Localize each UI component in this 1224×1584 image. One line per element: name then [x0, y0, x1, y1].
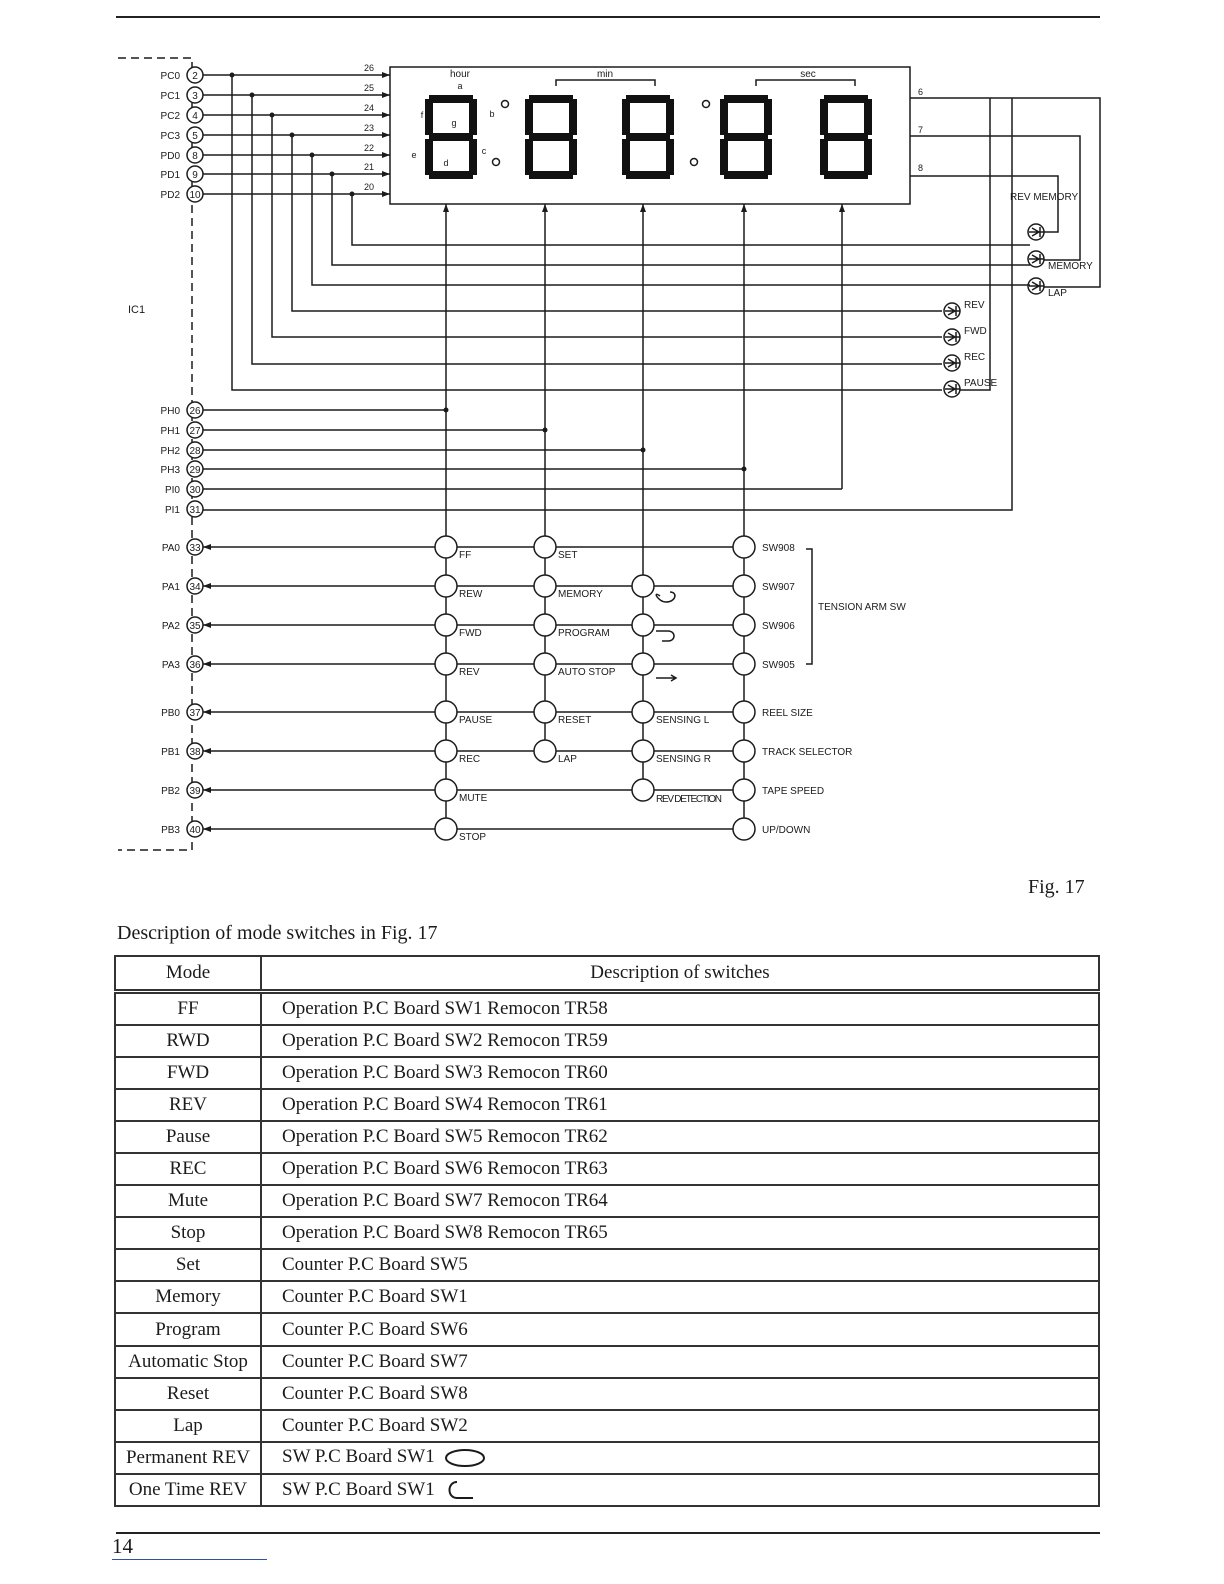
switch-contact — [534, 701, 556, 723]
table-header-row — [115, 956, 1099, 992]
pin-ph1-label: PH1 — [160, 426, 180, 437]
mode-cell: Reset — [115, 1378, 261, 1410]
switch-matrix — [435, 530, 906, 843]
display-pin-8: 8 — [918, 163, 924, 173]
arrow-head — [443, 204, 449, 212]
arrow-head — [839, 204, 845, 212]
pin-pc1-number: 3 — [192, 91, 198, 102]
led-common-left — [960, 98, 990, 390]
digit-segment — [820, 99, 828, 135]
display-hour-label: hour — [449, 69, 471, 80]
switch-label: SW908 — [762, 543, 795, 554]
pin-pc0-number: 2 — [192, 71, 198, 82]
switch-label: REW — [459, 589, 483, 600]
digit-segment — [626, 171, 670, 179]
pin-pb1-label: PB1 — [161, 747, 180, 758]
display-pin-26: 26 — [364, 63, 375, 73]
header-mode: Mode — [115, 956, 261, 992]
switch-contact — [435, 818, 457, 840]
description-cell — [261, 1378, 1099, 1410]
pin-ph3-number: 29 — [189, 465, 201, 476]
arrow-head — [640, 204, 646, 212]
display-min-label: min — [596, 69, 614, 80]
colon-dot — [502, 101, 509, 108]
mode-cell: Pause — [115, 1121, 261, 1153]
header-description: Description of switches — [261, 956, 1099, 992]
display-pin-20: 20 — [364, 182, 375, 192]
switch-contact — [733, 653, 755, 675]
switch-label: PROGRAM — [558, 628, 610, 639]
pin-pc3-label: PC3 — [160, 131, 180, 142]
digit-segment — [724, 95, 768, 103]
digit-segment — [724, 133, 768, 141]
digit-segment — [720, 99, 728, 135]
table-row — [115, 1153, 1099, 1185]
arrow-head — [542, 204, 548, 212]
description-cell — [261, 1089, 1099, 1121]
mode-cell: RWD — [115, 1025, 261, 1057]
arrow-head — [382, 191, 390, 197]
table-row — [115, 1346, 1099, 1378]
description-cell — [261, 1153, 1099, 1185]
description-cell — [261, 1121, 1099, 1153]
digit-segment — [525, 99, 533, 135]
led-symbol — [945, 358, 960, 368]
table-row — [115, 1313, 1099, 1345]
segment-letter-g: g — [451, 118, 457, 128]
led-wire — [332, 174, 1030, 265]
table-row — [115, 1474, 1099, 1506]
switch-label: LAP — [558, 754, 577, 765]
loop-symbol-icon — [443, 1447, 487, 1469]
loop-arrow-icon — [656, 592, 675, 602]
switch-contact — [435, 701, 457, 723]
switch-contact — [632, 740, 654, 762]
pin-pb3-number: 40 — [189, 825, 201, 836]
display-pin-22: 22 — [364, 143, 375, 153]
switch-contact — [534, 740, 556, 762]
switch-contact — [435, 536, 457, 558]
digit-segment — [764, 99, 772, 135]
arrow-head — [203, 787, 211, 793]
switch-contact — [733, 740, 755, 762]
pin-pd1-label: PD1 — [160, 170, 180, 181]
digit-segment — [529, 171, 573, 179]
description-cell — [261, 1281, 1099, 1313]
segment-letter-d: d — [443, 158, 449, 168]
description-cell — [261, 1313, 1099, 1345]
switch-label: REC — [459, 754, 481, 765]
colon-dot — [493, 159, 500, 166]
min-bracket — [556, 80, 655, 86]
description-text: Operation P.C Board SW8 Remocon TR65 — [282, 1222, 608, 1244]
description-cell — [261, 1217, 1099, 1249]
arrow-head — [203, 709, 211, 715]
description-cell — [261, 1346, 1099, 1378]
digit-segment — [824, 133, 868, 141]
switch-label: SW907 — [762, 582, 795, 593]
digit-segment — [569, 99, 577, 135]
display-sec-label: sec — [800, 69, 816, 80]
display-pin-24: 24 — [364, 103, 375, 113]
pin-pi1-label: PI1 — [164, 505, 180, 516]
switch-label: AUTO STOP — [558, 667, 616, 678]
description-text: Operation P.C Board SW3 Remocon TR60 — [282, 1062, 608, 1084]
display-pin-21: 21 — [364, 162, 375, 172]
digit-segment — [626, 133, 670, 141]
digit-segment — [666, 99, 674, 135]
led-label-rev-memory: REV MEMORY — [1010, 192, 1079, 203]
switch-label: SENSING L — [656, 715, 710, 726]
table-row — [115, 1025, 1099, 1057]
digit-segment — [425, 139, 433, 175]
switch-contact — [534, 614, 556, 636]
digit-segment — [469, 99, 477, 135]
switch-contact — [435, 575, 457, 597]
digit-segment — [429, 171, 473, 179]
switch-contact — [632, 701, 654, 723]
led-common-pi1 — [203, 98, 1012, 510]
colon-dot — [703, 101, 710, 108]
segment-letter-c: c — [481, 146, 487, 156]
page-number: 14 — [112, 1534, 133, 1558]
switch-contact — [435, 614, 457, 636]
description-cell — [261, 1185, 1099, 1217]
display-pin-6: 6 — [918, 87, 924, 97]
pin-ph0-number: 26 — [189, 406, 201, 417]
pin-pi1-number: 31 — [189, 505, 201, 516]
pin-pc3-number: 5 — [192, 131, 198, 142]
digit-segment — [824, 95, 868, 103]
switch-contact — [733, 536, 755, 558]
arrow-head — [203, 661, 211, 667]
switch-label: FWD — [459, 628, 482, 639]
description-cell — [261, 1057, 1099, 1089]
arrow-head — [203, 826, 211, 832]
description-text: Operation P.C Board SW2 Remocon TR59 — [282, 1030, 608, 1052]
led-symbol — [1029, 281, 1044, 291]
table-row — [115, 1121, 1099, 1153]
table-row — [115, 1249, 1099, 1281]
description-text: Operation P.C Board SW1 Remocon TR58 — [282, 998, 608, 1020]
switch-contact — [534, 575, 556, 597]
pin-pc0-label: PC0 — [160, 71, 180, 82]
mode-cell: REV — [115, 1089, 261, 1121]
description-text: Counter P.C Board SW5 — [282, 1254, 468, 1276]
table-row — [115, 1442, 1099, 1474]
arrow-head — [741, 204, 747, 212]
switch-contact — [733, 614, 755, 636]
digit-segment — [429, 95, 473, 103]
digit-segment — [724, 171, 768, 179]
mode-switch-table — [114, 955, 1100, 1507]
switch-contact — [435, 653, 457, 675]
arrow-head — [382, 112, 390, 118]
switch-label: STOP — [459, 832, 487, 843]
segment-letter-a: a — [457, 81, 463, 91]
switch-label: UP/DOWN — [762, 825, 811, 836]
description-text: SW P.C Board SW1 — [282, 1446, 435, 1468]
led-label-pause: PAUSE — [964, 378, 998, 389]
table-row — [115, 1057, 1099, 1089]
pin-pd1-number: 9 — [192, 170, 198, 181]
digit-segment — [720, 139, 728, 175]
pin-pa1-label: PA1 — [161, 582, 180, 593]
switch-contact — [632, 653, 654, 675]
pin-pa3-label: PA3 — [161, 660, 180, 671]
led-wire — [352, 194, 1030, 245]
switch-contact — [733, 701, 755, 723]
mode-cell: Memory — [115, 1281, 261, 1313]
table-row — [115, 1185, 1099, 1217]
description-text: Counter P.C Board SW8 — [282, 1382, 468, 1404]
led-symbol — [945, 306, 960, 316]
led-label-lap: LAP — [1048, 288, 1067, 299]
description-text: Counter P.C Board SW7 — [282, 1350, 468, 1372]
switch-contact — [534, 536, 556, 558]
mode-cell: Mute — [115, 1185, 261, 1217]
pin-pb1-number: 38 — [189, 747, 201, 758]
junction-dot — [270, 113, 275, 118]
pin-pa3-number: 36 — [189, 660, 201, 671]
switch-label: MUTE — [459, 793, 488, 804]
pin-pc2-label: PC2 — [160, 111, 180, 122]
colon-dot — [691, 159, 698, 166]
digit-segment — [429, 133, 473, 141]
arrow-head — [203, 622, 211, 628]
switch-contact — [435, 740, 457, 762]
switch-contact — [435, 779, 457, 801]
tension-arm-label: TENSION ARM SW — [818, 602, 906, 613]
pin-pd2-label: PD2 — [160, 190, 180, 201]
switch-label: MEMORY — [558, 589, 603, 600]
pin-pc2-number: 4 — [192, 111, 198, 122]
digit-segment — [529, 133, 573, 141]
pin-pi0-number: 30 — [189, 485, 201, 496]
pin-pb2-label: PB2 — [161, 786, 180, 797]
junction-dot — [330, 172, 335, 177]
led-label-memory: MEMORY — [1048, 261, 1093, 272]
forward-arrow-icon — [656, 675, 676, 681]
arrow-head — [382, 152, 390, 158]
description-text: Counter P.C Board SW1 — [282, 1286, 468, 1308]
description-text: Operation P.C Board SW5 Remocon TR62 — [282, 1126, 608, 1148]
page-number-underline — [112, 1559, 267, 1560]
mode-cell: REC — [115, 1153, 261, 1185]
led-label-rec: REC — [964, 352, 986, 363]
arrow-head — [382, 171, 390, 177]
digit-segment — [569, 139, 577, 175]
pin-ph3-label: PH3 — [160, 465, 180, 476]
arrow-head — [203, 583, 211, 589]
junction-dot — [350, 192, 355, 197]
fl-display — [390, 67, 923, 204]
mode-cell: Program — [115, 1313, 261, 1345]
description-cell — [261, 1410, 1099, 1442]
pin-pb0-number: 37 — [189, 708, 201, 719]
digit-segment — [864, 139, 872, 175]
switch-contact — [632, 614, 654, 636]
switch-label: TAPE SPEED — [762, 786, 825, 797]
switch-contact — [632, 779, 654, 801]
switch-contact — [632, 575, 654, 597]
junction-dot — [230, 73, 235, 78]
description-text: SW P.C Board SW1 — [282, 1478, 435, 1500]
arrow-head — [203, 544, 211, 550]
description-text: Operation P.C Board SW7 Remocon TR64 — [282, 1190, 608, 1212]
bottom-rule — [116, 1532, 1100, 1534]
mode-cell: FF — [115, 992, 261, 1026]
arrow-head — [382, 132, 390, 138]
pin-ph1-number: 27 — [189, 426, 201, 437]
arrow-head — [382, 92, 390, 98]
indicator-leds — [944, 192, 1093, 397]
pin-pi0-label: PI0 — [164, 485, 180, 496]
return-arrow-icon — [656, 631, 674, 641]
table-row — [115, 992, 1099, 1026]
pin-ph2-number: 28 — [189, 446, 201, 457]
pin-pd0-number: 8 — [192, 151, 198, 162]
digit-segment — [626, 95, 670, 103]
display-pin-7: 7 — [918, 125, 924, 135]
pin-pb0-label: PB0 — [161, 708, 180, 719]
led-symbol — [1029, 254, 1044, 264]
switch-contact — [733, 779, 755, 801]
led-label-rev: REV — [964, 300, 985, 311]
digit-segment — [525, 139, 533, 175]
sec-bracket — [756, 80, 855, 86]
digit-segment — [864, 99, 872, 135]
switch-contact — [534, 653, 556, 675]
segment-letter-e: e — [411, 150, 417, 160]
description-text: Operation P.C Board SW6 Remocon TR63 — [282, 1158, 608, 1180]
pin-pa1-number: 34 — [189, 582, 201, 593]
display-pin-25: 25 — [364, 83, 375, 93]
digit-segment — [529, 95, 573, 103]
switch-label: RESET — [558, 715, 592, 726]
description-cell — [261, 1474, 1099, 1506]
mode-cell: Stop — [115, 1217, 261, 1249]
pin-pa2-number: 35 — [189, 621, 201, 632]
ic1-label: IC1 — [128, 304, 146, 316]
pin-pd2-number: 10 — [189, 190, 201, 201]
table-row — [115, 1089, 1099, 1121]
switch-label: REV — [459, 667, 480, 678]
switch-label: SENSING R — [656, 754, 712, 765]
switch-label: TRACK SELECTOR — [762, 747, 853, 758]
pin-ph2-label: PH2 — [160, 446, 180, 457]
digit-segment — [622, 99, 630, 135]
table-row — [115, 1410, 1099, 1442]
digit-segment — [469, 139, 477, 175]
one-time-reverse-icon — [443, 1479, 477, 1501]
description-cell — [261, 992, 1099, 1026]
pin-ph0-label: PH0 — [160, 406, 180, 417]
table-row — [115, 1378, 1099, 1410]
switch-contact — [733, 818, 755, 840]
ic1-boundary — [118, 58, 192, 850]
digit-segment — [622, 139, 630, 175]
junction-dot — [290, 133, 295, 138]
switch-label: FF — [459, 550, 472, 561]
description-text: Counter P.C Board SW6 — [282, 1318, 468, 1340]
led-symbol — [945, 384, 960, 394]
arrow-head — [203, 748, 211, 754]
switch-label: PAUSE — [459, 715, 493, 726]
figure-label: Fig. 17 — [1028, 876, 1085, 898]
switch-label: REEL SIZE — [762, 708, 813, 719]
pin-pa0-label: PA0 — [161, 543, 180, 554]
digit-segment — [425, 99, 433, 135]
mode-cell: One Time REV — [115, 1474, 261, 1506]
switch-label: SW906 — [762, 621, 795, 632]
switch-label: SW905 — [762, 660, 795, 671]
tension-bracket — [806, 549, 812, 664]
mode-cell: Lap — [115, 1410, 261, 1442]
digit-segment — [764, 139, 772, 175]
pin-pd0-label: PD0 — [160, 151, 180, 162]
digit-segment — [820, 139, 828, 175]
description-text: Operation P.C Board SW4 Remocon TR61 — [282, 1094, 608, 1116]
display-pin-23: 23 — [364, 123, 375, 133]
pin-pb2-number: 39 — [189, 786, 201, 797]
switch-label: SET — [558, 550, 578, 561]
mode-cell: Automatic Stop — [115, 1346, 261, 1378]
ic1-pins — [118, 58, 203, 850]
table-caption: Description of mode switches in Fig. 17 — [117, 922, 438, 944]
led-symbol — [945, 332, 960, 342]
description-cell — [261, 1249, 1099, 1281]
description-cell — [261, 1442, 1099, 1474]
digit-segment — [666, 139, 674, 175]
switch-contact — [733, 575, 755, 597]
arrow-head — [382, 72, 390, 78]
mode-cell: FWD — [115, 1057, 261, 1089]
segment-letter-b: b — [489, 109, 495, 119]
table-row — [115, 1281, 1099, 1313]
segment-letter-f: f — [420, 110, 424, 120]
table-row — [115, 1217, 1099, 1249]
description-text: Counter P.C Board SW2 — [282, 1414, 468, 1436]
led-wire — [232, 75, 942, 390]
digit-segment — [824, 171, 868, 179]
led-label-fwd: FWD — [964, 326, 987, 337]
led-symbol — [1029, 227, 1044, 237]
pin-pa2-label: PA2 — [161, 621, 180, 632]
pin-pb3-label: PB3 — [161, 825, 180, 836]
junction-dot — [310, 153, 315, 158]
pin-pa0-number: 33 — [189, 543, 201, 554]
switch-label: REV DETECTION — [656, 794, 722, 805]
description-cell — [261, 1025, 1099, 1057]
pin-pc1-label: PC1 — [160, 91, 180, 102]
mode-cell: Permanent REV — [115, 1442, 261, 1474]
junction-dot — [250, 93, 255, 98]
mode-cell: Set — [115, 1249, 261, 1281]
